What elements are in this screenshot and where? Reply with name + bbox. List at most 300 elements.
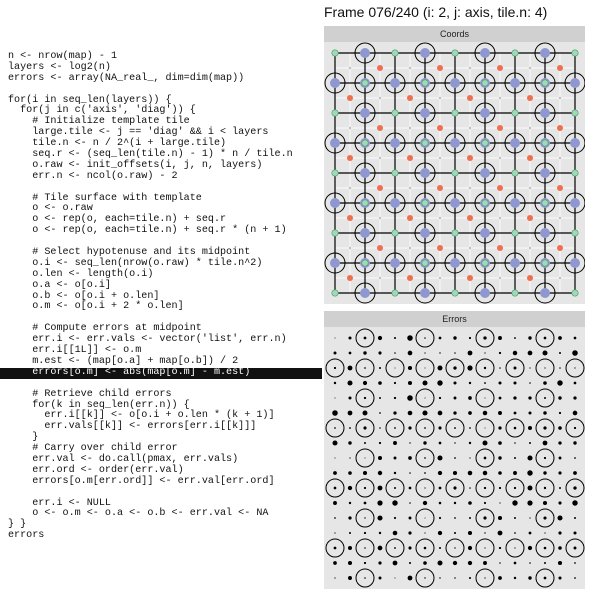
grid-point [349,187,351,189]
error-point [379,412,381,414]
error-point [408,351,413,356]
child-point [347,155,353,161]
grid-point [439,277,441,279]
error-point [408,411,413,416]
midpoint [330,78,340,88]
error-point [453,561,457,565]
error-point [483,561,487,565]
child-point [467,275,473,281]
midpoint [390,258,400,268]
code-line: err.n <- ncol(o.raw) - 2 [8,170,178,182]
grid-point [529,127,531,129]
error-point [438,366,443,371]
error-point [394,352,396,354]
error-point [514,427,517,430]
error-point [363,426,366,429]
error-point [334,547,337,550]
child-point [497,125,503,131]
error-point [394,517,396,519]
error-point [394,382,396,384]
error-point [528,546,532,550]
corner-point [542,260,548,266]
error-point [408,531,411,534]
error-point [498,531,503,536]
error-point [454,532,456,534]
error-point [363,381,367,385]
midpoint [510,138,520,148]
code-line: o.b <- o[o.i + o.len] [8,290,160,302]
code-line: errors [8,530,45,542]
code-line: errors[o.m[err.ord]] <- err.val[err.ord] [8,475,275,487]
error-point [514,412,517,415]
grid-point [379,277,381,279]
midpoint [450,198,460,208]
child-point [347,95,353,101]
error-point [543,411,546,414]
error-point [348,471,352,475]
error-point [379,427,381,429]
error-point [484,487,486,489]
error-point [558,336,562,340]
code-line: # Select hypotenuse and its midpoint [8,247,251,259]
code-line: # Carry over child error [8,443,178,455]
error-point [484,457,487,460]
error-point [573,471,577,475]
error-point [544,577,547,580]
error-point [573,531,576,534]
code-line [0,85,322,96]
error-point [499,352,501,354]
corner-point [572,50,578,56]
code-line: o <- rep(o, each=tile.n) + seq.r * (n + 1) [8,225,287,237]
error-point [424,397,425,398]
grid-point [559,277,561,279]
midpoint [450,78,460,88]
error-point [364,577,366,579]
error-point [528,336,531,339]
error-point [364,457,365,458]
error-point [333,561,337,565]
code-line: err.i <- NULL [8,497,111,509]
error-point [574,457,576,459]
error-point [498,576,502,580]
corner-point [452,50,458,56]
error-point [469,487,471,489]
error-point [348,516,351,519]
error-point [423,501,427,505]
child-point [557,125,563,131]
error-point [378,561,381,564]
error-point [528,351,533,356]
error-point [409,487,412,490]
error-point [484,547,485,548]
error-point [422,380,427,385]
error-point [468,531,472,535]
error-point [513,396,516,399]
child-point [527,275,533,281]
grid-point [499,97,501,99]
grid-point [559,157,561,159]
error-point [394,367,395,368]
grid-point [349,127,351,129]
error-point [542,350,547,355]
child-point [437,125,443,131]
error-point [499,487,501,489]
error-point [408,381,412,385]
error-point [574,382,577,385]
error-point [348,546,352,550]
error-point [409,442,410,443]
corner-point [512,290,518,296]
code-line: o.len <- length(o.i) [8,268,154,280]
midpoint [420,168,430,178]
error-point [513,471,517,475]
error-point [394,547,396,549]
error-point [544,547,547,550]
grid-point [409,247,411,249]
error-point [437,380,442,385]
corner-point [422,140,428,146]
child-point [557,185,563,191]
error-point [454,547,455,548]
corner-point [572,290,578,296]
error-point [424,457,426,459]
child-point [407,155,413,161]
code-line: err.i <- err.vals <- vector('list', err.n) [8,334,287,346]
error-point [484,382,486,384]
midpoint [360,108,370,118]
midpoint [510,78,520,88]
child-point [497,65,503,71]
error-point [572,350,578,356]
error-point [559,352,561,354]
error-point [574,562,576,564]
child-point [407,215,413,221]
midpoint [570,138,580,148]
error-point [454,517,456,519]
error-point [514,577,516,579]
error-point [438,456,443,461]
midpoint [540,108,550,118]
code-line: o <- o.raw [8,203,93,215]
grid-point [529,247,531,249]
error-point [378,486,383,491]
midpoint [480,228,490,238]
error-point [514,487,516,489]
error-point [514,457,516,459]
coords-panel [324,26,585,304]
error-point [334,352,337,355]
child-point [347,275,353,281]
error-point [424,532,425,533]
grid-point [409,187,411,189]
corner-point [452,110,458,116]
error-point [364,487,366,489]
corner-point [452,290,458,296]
error-point [394,397,396,399]
error-point [484,367,486,369]
error-point [558,561,562,565]
error-point [454,502,456,504]
error-point [558,576,561,579]
child-point [467,155,473,161]
error-point [498,441,502,445]
midpoint [450,138,460,148]
errors-panel-title: Errors [324,311,585,327]
code-line: err.vals[[k]] <- errors[err.i[[k]]] [8,421,257,433]
child-point [377,125,383,131]
error-point [498,516,502,520]
code-line: for(j in c('axis', 'diag')) { [8,105,196,117]
grid-point [349,67,351,69]
code-line-current: errors[o.m] <- abs(map[o.m] - m.est) [0,368,322,379]
corner-point [512,50,518,56]
error-point [529,382,531,384]
error-point [498,426,501,429]
error-point [469,382,471,384]
error-point [334,517,336,519]
child-point [437,185,443,191]
midpoint [450,258,460,268]
error-point [559,412,561,414]
error-point [408,456,412,460]
error-point [544,532,545,533]
midpoint [420,228,430,238]
error-point [528,426,532,430]
error-point [574,547,577,550]
error-point [484,532,485,533]
child-point [467,95,473,101]
midpoint [420,288,430,298]
error-point [543,441,548,446]
error-point [394,577,395,578]
error-point [364,562,366,564]
code-listing [0,52,322,542]
error-point [453,366,456,369]
error-point [364,337,367,340]
code-line [0,488,322,499]
corner-point [362,260,368,266]
error-point [514,532,516,534]
coords-panel-title: Coords [324,26,585,42]
error-point [498,471,502,475]
midpoint [540,48,550,58]
error-point [558,396,561,399]
corner-point [392,230,398,236]
error-point [485,428,486,429]
error-point [407,395,413,401]
code-line: errors <- array(NA_real_, dim=dim(map)) [8,72,245,84]
error-point [394,457,397,460]
midpoint [330,198,340,208]
error-point [424,487,425,488]
error-point [573,411,578,416]
error-point [364,397,366,399]
error-point [573,396,576,399]
error-point [499,502,500,503]
code-line: for(i in seq_len(layers)) { [8,94,172,106]
error-point [408,426,411,429]
error-point [558,531,561,534]
corner-point [542,200,548,206]
error-point [439,502,442,505]
code-line: tile.n <- n / 2^(i + large.tile) [8,138,227,150]
midpoint [510,258,520,268]
frame-title: Frame 076/240 (i: 2, j: axis, tile.n: 4) [324,4,548,20]
error-point [498,411,502,415]
midpoint [480,168,490,178]
error-point [438,411,443,416]
code-line: err.i[[k]] <- o[o.i + o.len * (k + 1)] [8,410,275,422]
error-point [379,532,381,534]
midpoint [540,288,550,298]
grid-point [409,127,411,129]
error-point [498,381,501,384]
error-point [559,487,561,489]
midpoint [390,78,400,88]
error-point [453,411,456,414]
error-point [574,577,576,579]
error-point [378,381,382,385]
error-point [454,427,456,429]
corner-point [392,50,398,56]
error-point [498,456,501,459]
code-line: err.ord <- order(err.val) [8,464,184,476]
code-line: # Initialize template tile [8,116,190,128]
error-point [544,562,546,564]
error-point [394,337,396,339]
code-line: # Compute errors at midpoint [8,323,202,335]
error-point [348,441,351,444]
corner-point [392,170,398,176]
error-point [467,365,472,370]
error-point [469,457,470,458]
error-point [334,382,336,384]
corner-point [482,200,488,206]
child-point [557,65,563,71]
error-point [454,397,457,400]
error-point [364,547,366,549]
error-point [574,367,575,368]
child-point [497,185,503,191]
code-line: o.m <- o[o.i + 2 * o.len] [8,301,184,313]
error-point [334,532,335,533]
corner-point [482,80,488,86]
error-point [468,396,472,400]
error-point [348,576,352,580]
grid-point [469,127,471,129]
error-point [453,471,457,475]
code-line: n <- nrow(map) - 1 [8,51,118,62]
error-point [544,337,547,340]
code-line: # Tile surface with template [8,192,202,204]
midpoint [360,288,370,298]
child-point [377,65,383,71]
error-point [334,397,335,398]
error-point [498,336,502,340]
error-point [334,427,336,429]
child-point [527,155,533,161]
code-line [0,183,322,194]
error-point [333,471,337,475]
midpoint [480,108,490,118]
error-point [349,502,351,504]
corner-point [512,110,518,116]
grid-point [349,247,351,249]
corner-point [512,230,518,236]
code-line: o.i <- seq_len(nrow(o.raw) * tile.n^2) [8,257,263,269]
error-point [528,486,533,491]
error-point [483,471,487,475]
error-point [364,517,365,518]
error-point [468,351,473,356]
error-point [348,336,351,339]
grid-point [439,217,441,219]
error-point [423,441,426,444]
midpoint [570,78,580,88]
error-point [469,427,471,429]
grid-point [559,97,561,99]
error-point [439,442,442,445]
error-point [514,517,516,519]
error-point [558,471,561,474]
error-point [559,457,562,460]
error-point [514,442,516,444]
error-point [559,367,561,369]
error-point [423,561,427,565]
midpoint [570,198,580,208]
error-point [544,397,546,399]
error-point [514,367,517,370]
corner-point [362,80,368,86]
error-point [377,515,382,520]
error-point [408,366,412,370]
child-point [467,215,473,221]
error-point [514,547,515,548]
corner-point [392,110,398,116]
error-point [409,517,412,520]
error-point [527,500,532,505]
error-point [424,517,425,518]
error-point [468,501,472,505]
midpoint [510,198,520,208]
error-point [379,367,381,369]
errors-panel [324,311,585,589]
code-line: m.est <- (map[o.a] + map[o.b]) / 2 [8,355,239,367]
error-point [335,338,336,339]
error-point [483,411,487,415]
error-point [349,532,351,534]
error-point [468,561,472,565]
error-point [558,426,562,430]
error-point [393,411,396,414]
error-point [483,336,486,339]
error-point [529,517,530,518]
error-point [558,501,561,504]
corner-point [452,170,458,176]
error-point [438,426,441,429]
error-point [378,456,382,460]
error-point [439,397,441,399]
midpoint [570,258,580,268]
error-point [469,442,471,444]
error-point [528,396,531,399]
error-point [512,500,517,505]
error-point [558,441,561,444]
midpoint [360,48,370,58]
midpoint [360,168,370,178]
error-point [484,577,485,578]
